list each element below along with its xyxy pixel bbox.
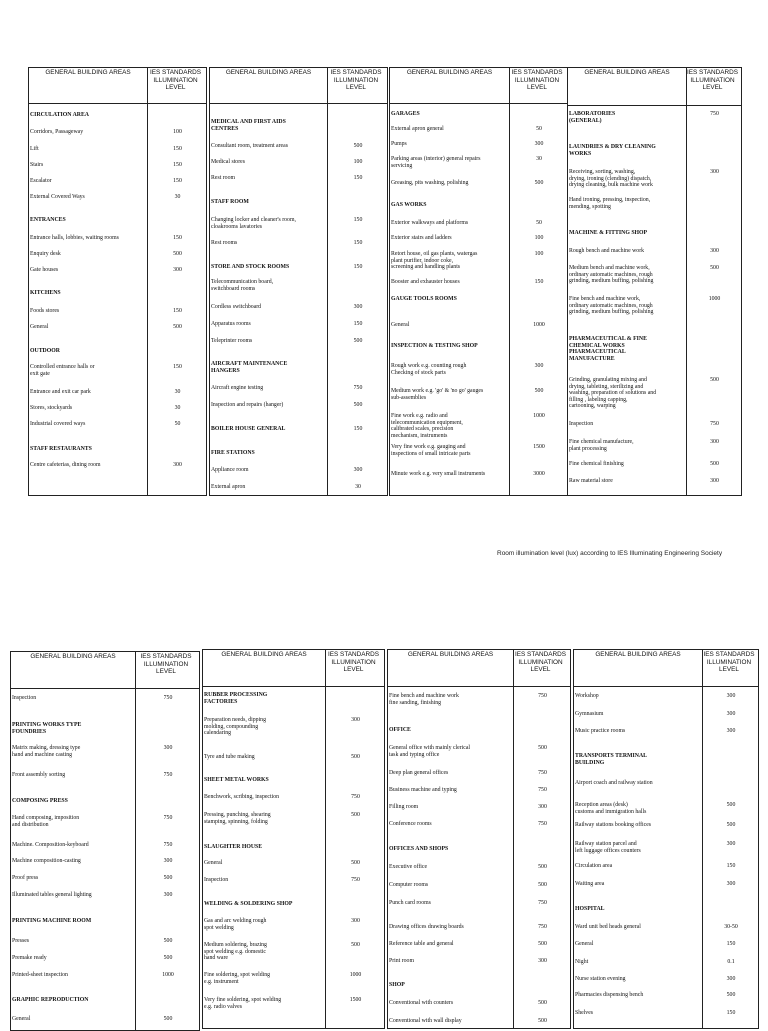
area-name: Fine soldering, spot welding e.g. instrument bbox=[204, 972, 271, 985]
lux-value: 500 bbox=[538, 745, 547, 751]
lux-value: 300 bbox=[726, 693, 736, 699]
area-name: Benchwork, scribing, inspection bbox=[204, 794, 280, 800]
lux-value: 300 bbox=[353, 467, 363, 473]
header-level-label: IES STANDARDS ILLUMINATION LEVEL bbox=[686, 69, 738, 91]
area-name: General bbox=[575, 941, 594, 947]
area-name: External Covered Ways bbox=[30, 194, 85, 200]
lux-value: 500 bbox=[353, 402, 363, 408]
lux-value: 750 bbox=[538, 770, 547, 776]
lux-value: 750 bbox=[353, 385, 363, 391]
area-name: Railway stations booking offices bbox=[575, 822, 652, 828]
area-name: Drawing offices drawing boards bbox=[389, 924, 464, 930]
header-area-label: GENERAL BUILDING AREAS bbox=[45, 69, 131, 76]
section-heading: GRAPHIC REPRODUCTION bbox=[12, 997, 89, 1003]
lux-value: 750 bbox=[351, 877, 360, 883]
lux-value: 500 bbox=[163, 955, 173, 961]
lux-value: 300 bbox=[173, 267, 182, 273]
area-name: Stores, stockyards bbox=[30, 405, 73, 411]
area-name: Parking areas (interior) general repairs servicing bbox=[391, 156, 481, 169]
lux-value: 750 bbox=[163, 695, 173, 701]
area-name: Night bbox=[575, 959, 589, 965]
section-heading: STORE AND STOCK ROOMS bbox=[211, 264, 290, 270]
lux-value: 150 bbox=[173, 364, 182, 370]
lux-value: 750 bbox=[538, 693, 547, 699]
area-name: Premake ready bbox=[12, 955, 47, 961]
table-header bbox=[390, 68, 567, 104]
area-name: Shelves bbox=[575, 1010, 594, 1016]
area-name: Front assembly sorting bbox=[12, 772, 66, 778]
section-heading: MACHINE & FITTING SHOP bbox=[569, 230, 648, 236]
section-heading: GARAGES bbox=[391, 111, 420, 117]
area-name: Inspection bbox=[12, 695, 37, 701]
lux-value: 1000 bbox=[708, 296, 721, 302]
lux-value: 150 bbox=[353, 321, 363, 327]
area-name: Conventional with wall display bbox=[389, 1018, 462, 1024]
area-name: Medical stores bbox=[211, 159, 245, 165]
lux-value: 150 bbox=[726, 1010, 736, 1016]
area-name: Tyre and tube making bbox=[204, 754, 255, 760]
lux-value: 500 bbox=[173, 251, 182, 257]
area-name: Booster and exhauster houses bbox=[391, 279, 460, 285]
lux-value: 30 bbox=[174, 389, 181, 395]
area-name: Stairs bbox=[30, 162, 44, 168]
lux-value: 150 bbox=[534, 279, 544, 285]
area-name: Aircraft engine testing bbox=[211, 385, 264, 391]
lux-value: 150 bbox=[173, 162, 182, 168]
lux-value: 300 bbox=[534, 141, 544, 147]
area-name: Changing locker and cleaner's room, cloakrooms lavatories bbox=[211, 217, 296, 230]
area-name: Rest room bbox=[211, 175, 235, 181]
lux-value: 750 bbox=[163, 815, 173, 821]
illumination-table bbox=[10, 651, 200, 1031]
lux-value: 300 bbox=[710, 248, 719, 254]
lux-value: 500 bbox=[726, 802, 736, 808]
area-name: Fine chemical finishing bbox=[569, 461, 624, 467]
lux-value: 150 bbox=[353, 175, 363, 181]
section-heading: AIRCRAFT MAINTENANCE HANGERS bbox=[211, 361, 288, 374]
area-name: Circulation area bbox=[575, 863, 613, 869]
lux-value: 500 bbox=[710, 461, 719, 467]
header-level-label: IES STANDARDS ILLUMINATION LEVEL bbox=[327, 651, 379, 673]
area-name: Illuminated tables general lighting bbox=[12, 892, 92, 898]
area-name: Telecommunication board, switchboard rooms bbox=[211, 279, 274, 292]
lux-value: 300 bbox=[538, 958, 547, 964]
area-name: Very fine work e.g. gauging and inspections of small intricate parts bbox=[391, 444, 471, 457]
illumination-table bbox=[209, 67, 388, 496]
lux-value: 500 bbox=[538, 864, 547, 870]
section-heading: LABORATORIES (GENERAL) bbox=[569, 111, 616, 124]
header-level-label: IES STANDARDS ILLUMINATION LEVEL bbox=[703, 651, 755, 673]
lux-value: 300 bbox=[726, 711, 736, 717]
lux-value: 300 bbox=[726, 728, 736, 734]
lux-value: 3000 bbox=[533, 471, 545, 477]
area-name: Exterior walkways and platforms bbox=[391, 220, 469, 226]
lux-value: 500 bbox=[163, 875, 173, 881]
lux-value: 300 bbox=[710, 478, 719, 484]
header-level-label: IES STANDARDS ILLUMINATION LEVEL bbox=[330, 69, 382, 91]
lux-value: 500 bbox=[163, 1016, 173, 1022]
area-name: Medium bench and machine work, ordinary automatic machines, rough grinding, medium buffing, polishing bbox=[569, 265, 654, 285]
area-name: Fine bench and machine work fine sanding, finishing bbox=[389, 693, 459, 706]
area-name: Exterior stairs and ladders bbox=[391, 235, 452, 241]
section-heading: GAS WORKS bbox=[391, 202, 427, 208]
area-name: Ward unit bed heads general bbox=[575, 924, 641, 930]
section-heading: SLAUGHTER HOUSE bbox=[204, 844, 263, 850]
area-name: General bbox=[12, 1016, 31, 1022]
lux-value: 300 bbox=[726, 881, 736, 887]
area-name: Rest rooms bbox=[211, 240, 238, 246]
table-header bbox=[568, 68, 741, 106]
lux-value: 1500 bbox=[533, 444, 545, 450]
area-name: Retort house, oil gas plants, watergas plant purifier, indoor coke, screening and handling plants bbox=[391, 251, 478, 271]
lux-value: 1000 bbox=[533, 322, 545, 328]
section-heading: MEDICAL AND FIRST AIDS CENTRES bbox=[211, 119, 286, 132]
lux-value: 100 bbox=[534, 235, 544, 241]
lux-value: 750 bbox=[351, 794, 360, 800]
lux-value: 300 bbox=[351, 717, 360, 723]
lux-value: 750 bbox=[538, 821, 547, 827]
area-name: Inspection bbox=[204, 877, 229, 883]
table-header bbox=[11, 652, 199, 689]
lux-value: 750 bbox=[710, 111, 719, 117]
area-name: Printed-sheet inspection bbox=[12, 972, 68, 978]
area-name: Gate houses bbox=[30, 267, 59, 273]
table-header bbox=[29, 68, 206, 104]
lux-value: 750 bbox=[538, 900, 547, 906]
illumination-table bbox=[202, 649, 385, 1029]
lux-value: 500 bbox=[163, 938, 173, 944]
section-heading: CIRCULATION AREA bbox=[30, 112, 89, 118]
lux-value: 300 bbox=[353, 304, 363, 310]
area-name: Enquiry desk bbox=[30, 251, 61, 257]
lux-value: 300 bbox=[538, 804, 547, 810]
section-heading: SHOP bbox=[389, 982, 405, 988]
lux-value: 150 bbox=[173, 235, 182, 241]
lux-value: 1000 bbox=[162, 972, 174, 978]
area-name: Computer rooms bbox=[389, 882, 429, 888]
section-heading: OFFICES AND SHOPS bbox=[389, 846, 449, 852]
header-area-label: GENERAL BUILDING AREAS bbox=[406, 69, 493, 76]
section-heading: WELDING & SOLDERING SHOP bbox=[204, 901, 293, 907]
table-header bbox=[210, 68, 387, 104]
section-heading: SHEET METAL WORKS bbox=[204, 777, 269, 783]
area-name: General office with mainly clerical task and typing office bbox=[389, 745, 471, 758]
lux-value: 750 bbox=[538, 924, 547, 930]
header-area-label: GENERAL BUILDING AREAS bbox=[595, 651, 681, 658]
area-name: Print room bbox=[389, 958, 414, 964]
section-heading: KITCHENS bbox=[30, 290, 61, 296]
area-name: External apron bbox=[211, 484, 246, 490]
lux-value: 30 bbox=[536, 156, 542, 162]
area-name: Conference rooms bbox=[389, 821, 432, 827]
lux-value: 500 bbox=[351, 860, 360, 866]
header-level-label: IES STANDARDS ILLUMINATION LEVEL bbox=[149, 69, 201, 91]
area-name: General bbox=[30, 324, 49, 330]
area-name: Executive office bbox=[389, 864, 428, 870]
area-name: Filling room bbox=[389, 804, 419, 810]
area-name: Conventional with counters bbox=[389, 1000, 454, 1006]
area-name: Waiting area bbox=[575, 881, 605, 887]
area-name: Rough work e.g. counting rough Checking of stock parts bbox=[391, 363, 467, 376]
table-header bbox=[574, 650, 758, 687]
section-heading: HOSPITAL bbox=[575, 906, 605, 912]
area-name: Business machine and typing bbox=[389, 787, 457, 793]
area-name: Gas and arc welding rough spot welding bbox=[204, 918, 267, 931]
area-name: Gymnasium bbox=[575, 711, 604, 717]
section-heading: INSPECTION & TESTING SHOP bbox=[391, 343, 478, 349]
area-name: Industrial covered ways bbox=[30, 421, 86, 427]
section-heading: LAUNDRIES & DRY CLEANING WORKS bbox=[569, 144, 656, 157]
area-name: General bbox=[391, 322, 410, 328]
section-heading: PRINTING WORKS TYPE FOUNDRIES bbox=[12, 722, 82, 735]
table-header bbox=[388, 650, 570, 687]
lux-value: 500 bbox=[538, 941, 547, 947]
caption: Room illumination level (lux) according to IES Illuminating Engineering Society bbox=[497, 550, 723, 557]
column-divider bbox=[513, 650, 514, 1028]
lux-value: 500 bbox=[173, 324, 182, 330]
lux-value: 300 bbox=[163, 745, 173, 751]
area-name: Inspection bbox=[569, 421, 594, 427]
lux-value: 300 bbox=[163, 858, 173, 864]
area-name: Deep plan general offices bbox=[389, 770, 449, 776]
lux-value: 500 bbox=[351, 942, 360, 948]
lux-value: 750 bbox=[163, 842, 173, 848]
section-heading: COMPOSING PRESS bbox=[12, 798, 68, 804]
header-area-label: GENERAL BUILDING AREAS bbox=[407, 651, 494, 658]
area-name: Proof press bbox=[12, 875, 39, 881]
table-header bbox=[203, 650, 384, 687]
lux-value: 300 bbox=[726, 841, 736, 847]
area-name: External apron general bbox=[391, 126, 444, 132]
area-name: Hand composing, imposition and distribution bbox=[12, 815, 80, 828]
lux-value: 500 bbox=[538, 882, 547, 888]
header-level-label: IES STANDARDS ILLUMINATION LEVEL bbox=[511, 69, 563, 91]
area-name: Pumps bbox=[391, 141, 407, 147]
area-name: Corridors, Passageway bbox=[30, 129, 84, 135]
area-name: Railway station parcel and left luggage offices counters bbox=[575, 841, 641, 854]
area-name: General bbox=[204, 860, 223, 866]
area-name: Raw material store bbox=[569, 478, 613, 484]
lux-value: 500 bbox=[534, 388, 544, 394]
area-name: Inspection and repairs (hanger) bbox=[211, 402, 284, 408]
area-name: Machine. Composition-keyboard bbox=[12, 842, 89, 848]
lux-value: 500 bbox=[538, 1018, 547, 1024]
area-name: Medium work e.g. 'go' & 'no go' gauges sub-assemblies bbox=[391, 388, 484, 401]
area-name: Centre cafeterias, dining room bbox=[30, 462, 101, 468]
lux-value: 500 bbox=[710, 265, 719, 271]
lux-value: 150 bbox=[173, 308, 182, 314]
area-name: Medium soldering, brazing spot welding e.g. domestic hand ware bbox=[204, 942, 267, 962]
lux-value: 500 bbox=[353, 143, 363, 149]
section-heading: GAUGE TOOLS ROOMS bbox=[391, 296, 457, 302]
lux-value: 150 bbox=[353, 240, 363, 246]
lux-value: 300 bbox=[710, 169, 719, 175]
area-name: Appliance room bbox=[211, 467, 249, 473]
illumination-table bbox=[28, 67, 207, 496]
lux-value: 500 bbox=[726, 992, 736, 998]
area-name: Entrance halls, lobbies, waiting rooms bbox=[30, 235, 119, 241]
lux-value: 150 bbox=[353, 217, 363, 223]
lux-value: 500 bbox=[351, 754, 360, 760]
area-name: Hand ironing, pressing, inspection, mending, spotting bbox=[569, 197, 651, 210]
area-name: Receiving, sorting, washing, drying, ironing (clending) dispatch, drying cleaning, bulk machine work bbox=[569, 169, 653, 189]
illumination-table bbox=[389, 67, 568, 496]
section-heading: RUBBER PROCESSING FACTORIES bbox=[204, 692, 268, 705]
section-heading: ENTRANCES bbox=[30, 217, 66, 223]
lux-value: 1000 bbox=[349, 972, 362, 978]
lux-value: 150 bbox=[173, 146, 182, 152]
area-name: Teleprinter rooms bbox=[211, 338, 253, 344]
column-divider bbox=[702, 650, 703, 1028]
area-name: Presses bbox=[12, 938, 30, 944]
section-heading: TRANSPORTS TERMINAL BUILDING bbox=[575, 753, 648, 766]
header-area-label: GENERAL BUILDING AREAS bbox=[584, 69, 670, 76]
lux-value: 100 bbox=[353, 159, 363, 165]
lux-value: 500 bbox=[538, 1000, 547, 1006]
lux-value: 150 bbox=[353, 264, 363, 270]
illumination-table bbox=[573, 649, 759, 1029]
lux-value: 750 bbox=[538, 787, 547, 793]
section-heading: STAFF ROOM bbox=[211, 199, 249, 205]
area-name: Machine composition-casting bbox=[12, 858, 81, 864]
area-name: Greasing, pits washing, polishing bbox=[391, 180, 469, 186]
area-name: Entrance and exit car park bbox=[30, 389, 91, 395]
lux-value: 300 bbox=[726, 976, 736, 982]
lux-value: 150 bbox=[353, 426, 363, 432]
area-name: Music practice rooms bbox=[575, 728, 626, 734]
lux-value: 500 bbox=[353, 338, 363, 344]
section-heading: OFFICE bbox=[389, 727, 411, 733]
area-name: Fine chemical manufacture, plant processing bbox=[569, 439, 634, 452]
illumination-table bbox=[387, 649, 571, 1029]
lux-value: 50 bbox=[174, 421, 181, 427]
area-name: Workshop bbox=[575, 693, 599, 699]
lux-value: 500 bbox=[534, 180, 544, 186]
area-name: Consultant room, treatment areas bbox=[211, 143, 288, 149]
area-name: Reference table and general bbox=[389, 941, 454, 947]
area-name: Nurse station evening bbox=[575, 976, 626, 982]
area-name: Escalator bbox=[30, 178, 52, 184]
lux-value: 50 bbox=[536, 126, 542, 132]
lux-value: 1000 bbox=[533, 413, 545, 419]
area-name: Rough bench and machine work bbox=[569, 248, 645, 254]
header-level-label: IES STANDARDS ILLUMINATION LEVEL bbox=[140, 653, 192, 675]
section-heading: FIRE STATIONS bbox=[211, 450, 255, 456]
lux-value: 30-50 bbox=[724, 924, 738, 930]
lux-value: 100 bbox=[173, 129, 182, 135]
section-heading: STAFF RESTAURANTS bbox=[30, 446, 92, 452]
area-name: Airport coach and railway station bbox=[575, 780, 653, 786]
area-name: Matrix making, dressing type hand and machine casting bbox=[12, 745, 81, 758]
lux-value: 150 bbox=[173, 178, 182, 184]
area-name: Grinding, granulating mixing and drying, tableting, sterilizing and washing, preparation of solutions and filling , labeling capping, cartooning, warping bbox=[569, 377, 657, 410]
lux-value: 50 bbox=[536, 220, 542, 226]
lux-value: 500 bbox=[710, 377, 719, 383]
area-name: Lift bbox=[30, 146, 39, 152]
lux-value: 150 bbox=[726, 941, 736, 947]
section-heading: OUTDOOR bbox=[30, 348, 60, 354]
area-name: Punch card rooms bbox=[389, 900, 431, 906]
lux-value: 300 bbox=[173, 462, 182, 468]
section-heading: BOILER HOUSE GENERAL bbox=[211, 426, 286, 432]
lux-value: 300 bbox=[351, 918, 360, 924]
area-name: Controlled entrance halls or exit gate bbox=[30, 364, 95, 377]
illumination-table bbox=[567, 67, 742, 496]
lux-value: 500 bbox=[726, 822, 736, 828]
area-name: Minute work e.g. very small instruments bbox=[391, 471, 486, 477]
area-name: Pressing, punching, shearing stamping, spinning, folding bbox=[204, 812, 271, 825]
area-name: Reception areas (desk) customs and immigration halls bbox=[575, 802, 647, 815]
lux-value: 750 bbox=[163, 772, 173, 778]
lux-value: 750 bbox=[710, 421, 719, 427]
area-name: Apparatus rooms bbox=[211, 321, 251, 327]
header-level-label: IES STANDARDS ILLUMINATION LEVEL bbox=[514, 651, 566, 673]
lux-value: 500 bbox=[351, 812, 360, 818]
lux-value: 100 bbox=[534, 251, 544, 257]
lux-value: 0.1 bbox=[727, 959, 735, 965]
header-area-label: GENERAL BUILDING AREAS bbox=[225, 69, 312, 76]
lux-value: 300 bbox=[534, 363, 544, 369]
area-name: Very fine soldering, spot welding e.g. radio valves bbox=[204, 997, 282, 1010]
header-area-label: GENERAL BUILDING AREAS bbox=[221, 651, 307, 658]
lux-value: 300 bbox=[710, 439, 719, 445]
area-name: Foods stores bbox=[30, 308, 60, 314]
header-area-label: GENERAL BUILDING AREAS bbox=[30, 653, 116, 660]
lux-value: 30 bbox=[355, 484, 361, 490]
area-name: Pharmacies dispensing bench bbox=[575, 992, 644, 998]
area-name: Fine work e.g. radio and telecommunication equipment, calibrated scales, precision mechanism, instruments bbox=[391, 413, 463, 439]
lux-value: 30 bbox=[174, 405, 181, 411]
area-name: Cordless switchboard bbox=[211, 304, 262, 310]
lux-value: 1500 bbox=[349, 997, 362, 1003]
area-name: Preparation needs, dipping molding, compounding calendaring bbox=[204, 717, 266, 737]
lux-value: 30 bbox=[174, 194, 181, 200]
section-heading: PRINTING MACHINE ROOM bbox=[12, 918, 92, 924]
lux-value: 150 bbox=[726, 863, 736, 869]
section-heading: PHARMACEUTICAL & FINE CHEMICAL WORKS PHARMACEUTICAL MANUFACTURE bbox=[569, 336, 647, 362]
lux-value: 300 bbox=[163, 892, 173, 898]
area-name: Fine bench and machine work, ordinary automatic machines, rough grinding, medium buffing, polishing bbox=[569, 296, 654, 316]
column-divider bbox=[686, 68, 687, 495]
